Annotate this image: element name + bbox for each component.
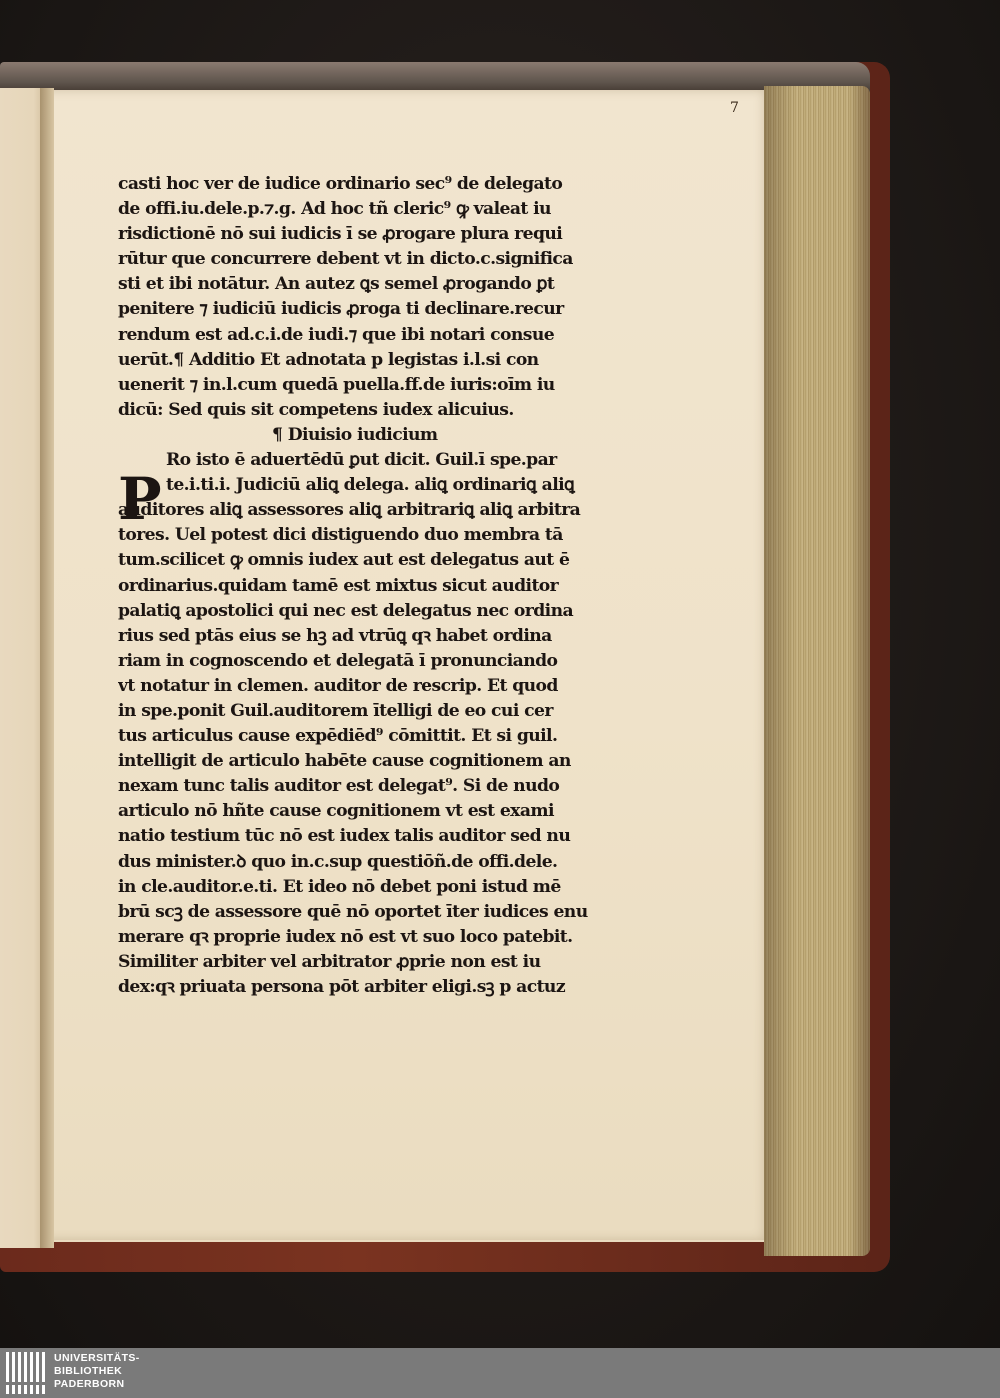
section-heading: ¶ Diuisio iudicium: [272, 424, 438, 445]
text-line: uerūt.¶ Additio Et adnotata p legistas i.l.si con: [118, 349, 539, 370]
text-line: uenerit ⁊ in.l.cum quedā puella.ff.de iuris:oīm iu: [118, 374, 555, 395]
text-line: nexam tunc talis auditor est delegat⁹. Si de nudo: [118, 776, 560, 797]
text-line: ordinarius.quidam tamē est mixtus sicut auditor: [118, 575, 559, 596]
text-line: risdictionē nō sui iudicis ī se ꝓrogare plura requi: [118, 224, 563, 245]
text-line: te.i.ti.i. Judiciū aliꝗ delega. aliꝗ ordinariꝗ aliꝗ: [166, 475, 575, 496]
library-footer: [0, 1348, 1000, 1398]
text-line: tus articulus cause expēdiēd⁹ cōmittit. Et si guil.: [118, 726, 558, 747]
text-line: intelligit de articulo habēte cause cognitionem an: [118, 751, 571, 772]
text-line: sti et ibi notātur. An autez ꝗs semel ꝓrogando ꝑt: [118, 274, 555, 295]
text-line: tores. Uel potest dici distiguendo duo membra tā: [118, 525, 563, 546]
text-line: merare qꝛ proprie iudex nō est vt suo loco patebit.: [118, 926, 573, 947]
text-line: dus minister.ꝺ quo in.c.sup questiōñ.de offi.dele.: [118, 851, 558, 872]
text-line: tum.scilicet ꝙ omnis iudex aut est delegatus aut ē: [118, 550, 570, 571]
page-gutter: [40, 88, 54, 1248]
text-line: articulo nō hñte cause cognitionem vt est exami: [118, 801, 554, 822]
text-line: riam in cognoscendo et delegatā ī pronunciando: [118, 650, 558, 671]
institution-name: [54, 1352, 140, 1391]
text-line: penitere ⁊ iudiciū iudicis ꝓroga ti declinare.recur: [118, 299, 564, 320]
text-line: dex:qꝛ priuata persona pōt arbiter eligi.sꝫ p actuz: [118, 977, 565, 997]
text-line: in cle.auditor.e.ti. Et ideo nō debet poni istud mē: [118, 876, 561, 897]
institution-line: BIBLIOTHEK: [54, 1365, 123, 1377]
text-line: natio testium tūc nō est iudex talis auditor sed nu: [118, 826, 571, 847]
text-line: rūtur que concurrere debent vt in dicto.c.significa: [118, 249, 573, 270]
text-line: dicū: Sed quis sit competens iudex alicuius.: [118, 399, 514, 420]
decorated-initial: P: [118, 465, 162, 533]
text-line: rendum est ad.c.i.de iudi.⁊ que ibi notari consue: [118, 324, 555, 345]
text-line: auditores aliꝗ assessores aliꝗ arbitrariꝗ aliꝗ arbitra: [118, 500, 581, 521]
text-line: casti hoc ver de iudice ordinario sec⁹ de delegato: [118, 174, 563, 194]
text-line: palatiꝗ apostolici qui nec est delegatus nec ordina: [118, 600, 574, 621]
university-library-logo-icon[interactable]: [6, 1352, 46, 1394]
institution-line: PADERBORN: [54, 1378, 125, 1390]
page-number: 7: [730, 100, 739, 116]
text-line: Ro isto ē aduertēdū ꝑut dicit. Guil.ī spe.par: [166, 450, 557, 471]
text-line: in spe.ponit Guil.auditorem ītelligi de eo cui cer: [118, 700, 553, 721]
text-line: rius sed ptās eius se hꝫ ad vtrūꝗ qꝛ habet ordina: [118, 625, 552, 646]
text-line: brū scꝫ de assessore quē nō oportet īter iudices enu: [118, 901, 588, 922]
text-column: [118, 172, 658, 1000]
text-line: vt notatur in clemen. auditor de rescrip. Et quod: [118, 675, 558, 696]
institution-line: UNIVERSITÄTS-: [54, 1352, 140, 1364]
text-line: de offi.iu.dele.p.⁊.g. Ad hoc tñ cleric⁹ ꝙ valeat iu: [118, 199, 551, 220]
text-line: Similiter arbiter vel arbitrator ꝓprie non est iu: [118, 951, 541, 972]
